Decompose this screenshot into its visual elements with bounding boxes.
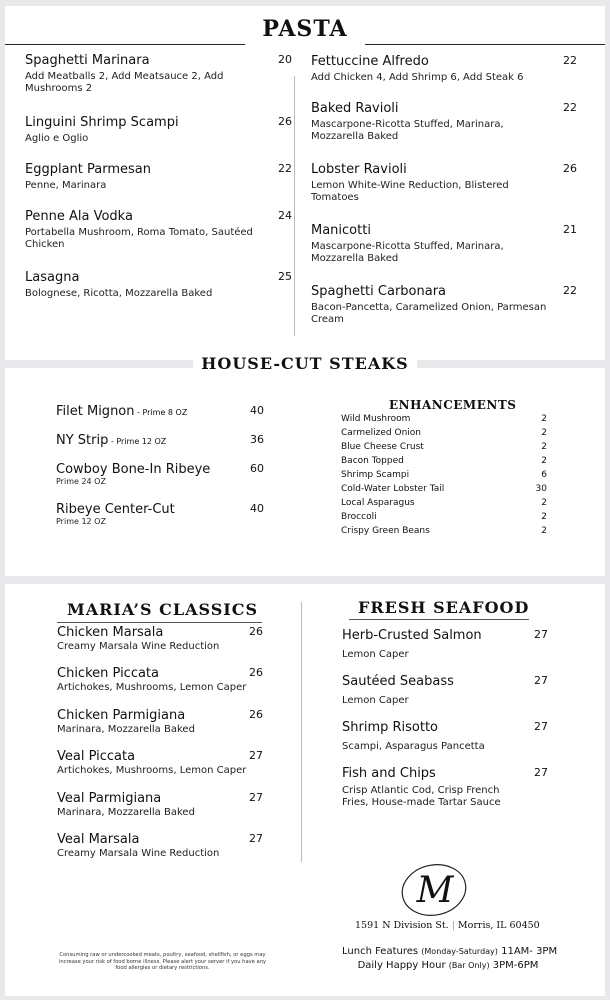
steaks-panel bbox=[5, 354, 605, 576]
hh-note: (Bar Only) bbox=[448, 961, 490, 970]
item-name: Veal Parmigiana bbox=[57, 791, 162, 806]
item-name: Ribeye Center-Cut bbox=[56, 502, 175, 517]
item-price: 25 bbox=[278, 270, 292, 283]
item-description: Mascarpone-Ricotta Stuffed, Marinara, Mozzarella Baked bbox=[311, 241, 504, 264]
menu-item bbox=[311, 54, 586, 84]
logo-letter: M bbox=[416, 870, 454, 911]
item-name: Eggplant Parmesan bbox=[25, 162, 151, 177]
restaurant-logo bbox=[399, 862, 469, 918]
enhancement-price: 2 bbox=[541, 414, 547, 424]
item-name: Fish and Chips bbox=[342, 766, 436, 781]
item-description: Artichokes, Mushrooms, Lemon Caper bbox=[57, 765, 247, 776]
item-description: Marinara, Mozzarella Baked bbox=[57, 724, 195, 735]
enhancement-name: Crispy Green Beans bbox=[341, 526, 430, 536]
item-name: Chicken Piccata bbox=[57, 666, 160, 681]
item-name: Chicken Parmigiana bbox=[57, 708, 186, 723]
item-price: 24 bbox=[278, 209, 292, 222]
item-name: Spaghetti Marinara bbox=[25, 53, 150, 68]
steak-item bbox=[56, 404, 276, 419]
item-description: Penne, Marinara bbox=[25, 180, 107, 191]
item-name: Lobster Ravioli bbox=[311, 162, 407, 177]
item-name: NY Strip bbox=[56, 433, 109, 448]
enhancement-name: Local Asparagus bbox=[341, 498, 415, 508]
menu-item bbox=[57, 666, 277, 694]
item-name: Veal Piccata bbox=[57, 749, 136, 764]
item-description: Add Chicken 4, Add Shrimp 6, Add Steak 6 bbox=[311, 72, 524, 83]
menu-item bbox=[57, 708, 277, 736]
menu-item bbox=[57, 832, 277, 860]
item-description: Lemon White-Wine Reduction, Blistered Tomatoes bbox=[311, 180, 509, 203]
item-price: 26 bbox=[249, 708, 263, 721]
item-description: Bolognese, Ricotta, Mozzarella Baked bbox=[25, 288, 213, 299]
lunch-features bbox=[342, 946, 558, 957]
item-name: Lasagna bbox=[25, 270, 80, 285]
item-description: Crisp Atlantic Cod, Crisp French Fries, House-made Tartar Sauce bbox=[342, 785, 501, 808]
item-note: - Prime 8 OZ bbox=[134, 408, 188, 417]
item-price: 22 bbox=[563, 284, 577, 297]
enhancement-row bbox=[341, 512, 547, 526]
enhancement-name: Shrimp Scampi bbox=[341, 470, 410, 480]
item-price: 27 bbox=[534, 766, 548, 779]
menu-item bbox=[311, 101, 586, 143]
pasta-title-rule-left bbox=[5, 44, 245, 45]
happy-hour bbox=[342, 960, 554, 971]
seafood-title-underline bbox=[349, 619, 529, 620]
enhancement-price: 30 bbox=[535, 484, 547, 494]
item-name: Spaghetti Carbonara bbox=[311, 284, 447, 299]
item-price: 27 bbox=[534, 720, 548, 733]
menu-item bbox=[57, 749, 277, 777]
enhancement-row bbox=[341, 428, 547, 442]
menu-item bbox=[311, 223, 586, 265]
menu-item bbox=[25, 209, 295, 251]
item-name: Fettuccine Alfredo bbox=[311, 54, 429, 69]
item-price: 22 bbox=[563, 54, 577, 67]
enhancement-row bbox=[341, 526, 547, 540]
menu-item bbox=[311, 162, 586, 204]
item-price: 27 bbox=[249, 749, 263, 762]
item-name: Filet Mignon bbox=[56, 404, 135, 419]
seafood-title: FRESH SEAFOOD bbox=[358, 598, 530, 617]
item-name: Shrimp Risotto bbox=[342, 720, 439, 735]
item-sub: Prime 24 OZ bbox=[56, 477, 106, 486]
steak-item bbox=[56, 433, 276, 448]
address-street: 1591 N Division St. bbox=[355, 920, 449, 931]
enhancement-row bbox=[341, 414, 547, 428]
menu-item bbox=[311, 284, 586, 326]
item-price: 20 bbox=[278, 53, 292, 66]
menu-item bbox=[57, 625, 277, 653]
item-name: Cowboy Bone-In Ribeye bbox=[56, 462, 211, 477]
enhancement-price: 6 bbox=[541, 470, 547, 480]
pasta-title-rule-right bbox=[365, 44, 605, 45]
item-description: Artichokes, Mushrooms, Lemon Caper bbox=[57, 682, 247, 693]
item-name: Sautéed Seabass bbox=[342, 674, 454, 689]
item-price: 27 bbox=[534, 628, 548, 641]
enhancement-name: Cold-Water Lobster Tail bbox=[341, 484, 445, 494]
hh-time: 3PM-6PM bbox=[492, 960, 539, 971]
enhancement-name: Wild Mushroom bbox=[341, 414, 411, 424]
enhancement-row bbox=[341, 498, 547, 512]
classics-title: MARIA’S CLASSICS bbox=[67, 600, 259, 619]
menu-item bbox=[57, 791, 277, 819]
menu-item bbox=[25, 270, 295, 300]
item-description: Add Meatballs 2, Add Meatsauce 2, Add Mushrooms 2 bbox=[25, 71, 224, 94]
enhancement-name: Blue Cheese Crust bbox=[341, 442, 424, 452]
menu-item bbox=[342, 674, 562, 707]
hh-label: Daily Happy Hour bbox=[357, 960, 446, 971]
item-description: Portabella Mushroom, Roma Tomato, Sautéed Chicken bbox=[25, 227, 253, 250]
steaks-title-text: HOUSE-CUT STEAKS bbox=[193, 354, 416, 373]
item-description: Creamy Marsala Wine Reduction bbox=[57, 641, 220, 652]
item-price: 26 bbox=[278, 115, 292, 128]
menu-item bbox=[25, 162, 295, 192]
steak-item bbox=[56, 502, 276, 526]
item-description: Mascarpone-Ricotta Stuffed, Marinara, Mozzarella Baked bbox=[311, 119, 504, 142]
menu-item bbox=[25, 115, 295, 145]
steaks-title bbox=[5, 354, 605, 373]
item-price: 22 bbox=[563, 101, 577, 114]
item-name: Herb-Crusted Salmon bbox=[342, 628, 482, 643]
logo-monogram-icon bbox=[399, 862, 469, 918]
item-note: - Prime 12 OZ bbox=[108, 437, 167, 446]
address-city: Morris, IL 60450 bbox=[457, 920, 540, 931]
enhancement-price: 2 bbox=[541, 456, 547, 466]
item-sub: Prime 12 OZ bbox=[56, 517, 106, 526]
enhancement-price: 2 bbox=[541, 498, 547, 508]
item-name: Veal Marsala bbox=[57, 832, 140, 847]
enhancements-title: ENHANCEMENTS bbox=[389, 398, 517, 412]
item-price: 36 bbox=[250, 433, 264, 446]
item-price: 40 bbox=[250, 502, 264, 515]
item-name: Chicken Marsala bbox=[57, 625, 164, 640]
item-name: Linguini Shrimp Scampi bbox=[25, 115, 179, 130]
enhancement-price: 2 bbox=[541, 512, 547, 522]
enhancement-name: Bacon Topped bbox=[341, 456, 404, 466]
lunch-label: Lunch Features bbox=[342, 946, 419, 957]
enhancement-row bbox=[341, 470, 547, 484]
item-name: Penne Ala Vodka bbox=[25, 209, 133, 224]
classics-seafood-panel bbox=[5, 584, 605, 996]
item-price: 22 bbox=[278, 162, 292, 175]
item-name: Baked Ravioli bbox=[311, 101, 399, 116]
menu-item bbox=[25, 53, 295, 95]
enhancement-row bbox=[341, 484, 547, 498]
bottom-column-divider bbox=[301, 602, 302, 862]
menu-item bbox=[342, 628, 562, 661]
item-description: Bacon-Pancetta, Caramelized Onion, Parmesan Cream bbox=[311, 302, 547, 325]
item-price: 21 bbox=[563, 223, 577, 236]
lunch-time: 11AM- 3PM bbox=[501, 946, 558, 957]
enhancement-name: Broccoli bbox=[341, 512, 377, 522]
food-safety-disclaimer: Consuming raw or undercooked meats, poultry, seafood, shellfish, or eggs may increase your risk of food borne illness. Please alert your server if you have any food allergies or dietary restrictions. bbox=[58, 952, 267, 971]
classics-title-underline bbox=[57, 622, 262, 623]
item-name: Manicotti bbox=[311, 223, 371, 238]
menu-item bbox=[342, 766, 562, 809]
enhancement-name: Carmelized Onion bbox=[341, 428, 421, 438]
pasta-title: PASTA bbox=[262, 16, 348, 42]
item-price: 60 bbox=[250, 462, 264, 475]
enhancement-price: 2 bbox=[541, 442, 547, 452]
item-price: 27 bbox=[249, 791, 263, 804]
item-price: 26 bbox=[249, 625, 263, 638]
item-price: 26 bbox=[563, 162, 577, 175]
item-description: Scampi, Asparagus Pancetta bbox=[342, 741, 485, 752]
item-price: 40 bbox=[250, 404, 264, 417]
enhancement-price: 2 bbox=[541, 526, 547, 536]
item-description: Aglio e Oglio bbox=[25, 133, 89, 144]
item-price: 27 bbox=[534, 674, 548, 687]
enhancement-price: 2 bbox=[541, 428, 547, 438]
menu-item bbox=[342, 720, 562, 753]
pasta-panel bbox=[5, 6, 605, 360]
enhancement-row bbox=[341, 442, 547, 456]
address: 1591 N Division St. | Morris, IL 60450 bbox=[355, 920, 540, 931]
item-description: Lemon Caper bbox=[342, 695, 409, 706]
steak-item bbox=[56, 462, 276, 486]
item-price: 26 bbox=[249, 666, 263, 679]
item-description: Lemon Caper bbox=[342, 649, 409, 660]
lunch-days: (Monday-Saturday) bbox=[421, 947, 498, 956]
enhancement-row bbox=[341, 456, 547, 470]
item-price: 27 bbox=[249, 832, 263, 845]
item-description: Marinara, Mozzarella Baked bbox=[57, 807, 195, 818]
item-description: Creamy Marsala Wine Reduction bbox=[57, 848, 220, 859]
